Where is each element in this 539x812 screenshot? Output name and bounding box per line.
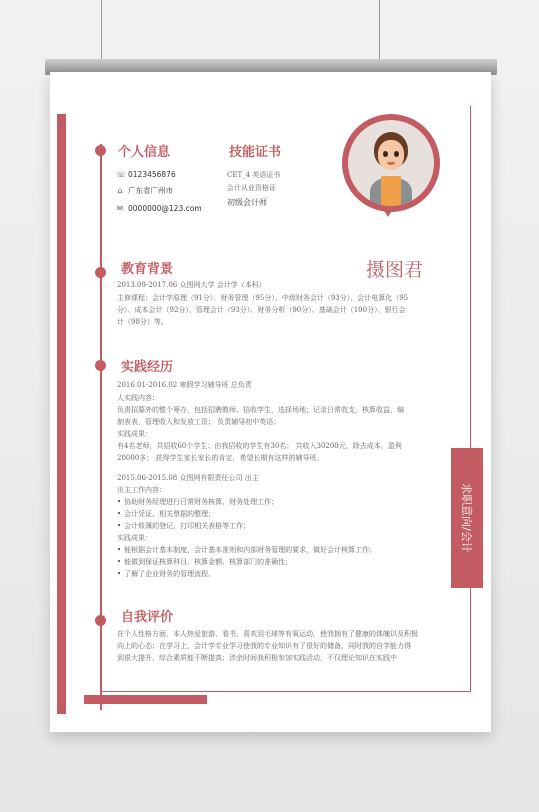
job2-result: • 能根据会计基本制度，会计基本准则和内部财务管理的要求，做好会计核算工作； <box>117 544 376 557</box>
self-eval-line: 在个人性格方面，本人热爱旅游、看书，喜欢羽毛球等有氧运动，使我拥有了健康的体魄以及积极 <box>117 630 418 638</box>
job2-result-label: 实践成果： <box>117 534 152 542</box>
phone-row <box>116 170 176 179</box>
location-icon: ⌂ <box>117 186 123 195</box>
location-text: 广东省广州市 <box>128 186 173 195</box>
bottom-accent-bar <box>84 695 207 704</box>
job1-header: 2016.01-2016.02 寒假学习辅导班 总负责 <box>117 381 252 389</box>
job1-line: 20000多； 获得学生家长家长的肯定，希望长期有这样的辅导班。 <box>117 454 324 462</box>
job2-header: 2015.06-2015.08 众图网有限责任公司 出主 <box>117 474 259 482</box>
email-row <box>116 204 202 213</box>
job2-result: • 能做到保证核算科目、核算金额、核算部门的准确性； <box>117 556 292 569</box>
job1-line: 人实践内容： <box>117 394 159 402</box>
experience-title: 实践经历 <box>121 360 174 375</box>
dot-self-eval <box>95 615 106 626</box>
objective-text: 求职意向/会计 <box>460 483 473 553</box>
dot-experience <box>95 360 106 371</box>
job2-bullet: • 会计凭证、相关票据的整理； <box>117 508 215 521</box>
education-line: 主修课程：会计学原理（91分）、财务管理（95分）、中级财务会计（93分）、会计电算化（95 <box>117 294 409 302</box>
location-row <box>116 185 173 196</box>
job2-bullet: • 会计账簿的登记，打印相关表格等工作； <box>117 520 250 533</box>
job2-bullet: • 协助财务经理进行日常财务核算、财务处理工作； <box>117 496 278 509</box>
job1-line: 负责招募外的整个筹办，包括招聘教师、招收学生，选择场地；记录日常收支，核算收益，编 <box>117 406 404 414</box>
job1-line: 制表表，管理收入和发放工资； 负责辅导初中英语； <box>117 418 281 426</box>
skill-item: 初级会计师 <box>227 198 267 207</box>
education-header: 2013.09-2017.06 众图网大学 会计学（本科） <box>117 281 266 289</box>
hanger-wire-left <box>101 0 102 60</box>
job1-line: 实践成果： <box>117 430 152 438</box>
self-eval-line: 向上的心态；在学习上，会计学专业学习使我的专业知识有了很好的储备，同时我的自学能力得 <box>117 642 411 650</box>
self-eval-line: 到很大提升，综合素质能不断提高；涉余时间我积极参加实践活动，不仅理论知识在实践中 <box>117 654 397 662</box>
job2-intro: 出主工作内容： <box>117 486 166 494</box>
left-accent-bar <box>57 114 66 714</box>
bottom-line <box>100 691 471 692</box>
dot-education <box>95 267 106 278</box>
skill-item: 会计从业资格证 <box>227 184 276 192</box>
education-line: 分）、成本会计（92分）、管理会计（93分）、财务分析（90分）、基础会计（100分）、银行会 <box>117 306 406 314</box>
self-eval-title: 自我评价 <box>121 610 174 625</box>
job2-result: • 了解了企业财务的管理流程。 <box>117 568 215 581</box>
right-line <box>470 106 471 692</box>
email-text: 0000000@123.com <box>128 204 202 213</box>
objective-tab <box>451 448 483 588</box>
skills-title: 技能证书 <box>229 145 282 160</box>
hanger-wire-right <box>379 0 380 60</box>
avatar <box>342 114 440 212</box>
dot-contact <box>95 145 106 156</box>
email-icon: ✉ <box>116 204 124 213</box>
education-title: 教育背景 <box>121 262 174 277</box>
job1-line: 有4名老师，共招收60个学生；由我招收的学生有30名； 共收入30200元，除去成本，盈利 <box>117 442 402 450</box>
education-line: 计（98分）等。 <box>117 318 168 326</box>
phone-icon: ☏ <box>116 170 127 179</box>
candidate-name: 摄图君 <box>366 259 424 281</box>
skill-item: CET_4 英语证书 <box>227 171 281 179</box>
phone-text: 0123456876 <box>128 170 176 179</box>
contact-title: 个人信息 <box>118 145 171 160</box>
resume-poster <box>50 72 491 732</box>
